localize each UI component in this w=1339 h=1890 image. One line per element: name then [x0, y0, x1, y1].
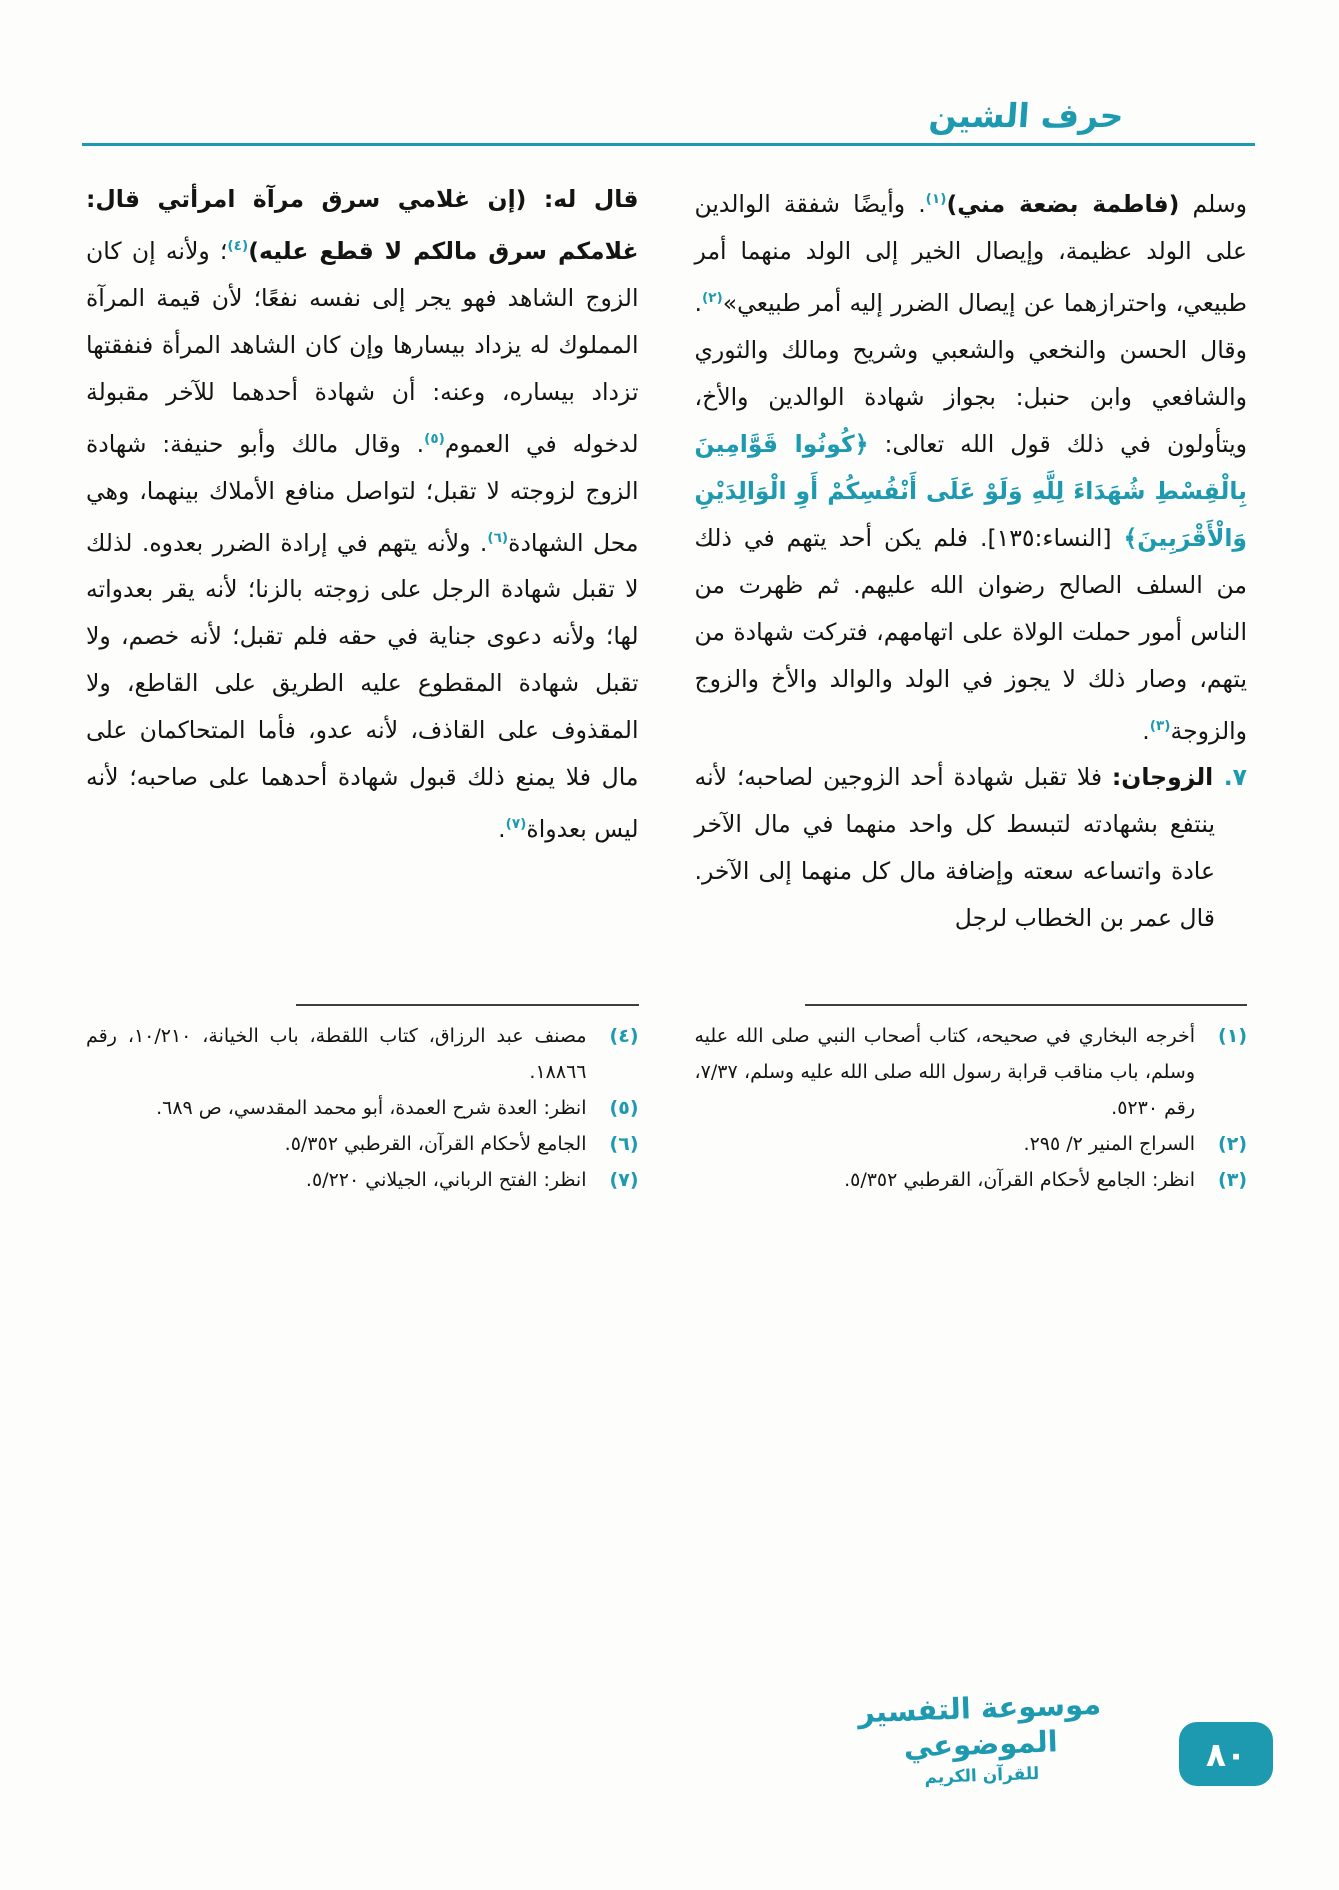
footnote-ref-5: (٥) — [424, 430, 445, 447]
page-number: ٨٠ — [1205, 1734, 1247, 1774]
footnote-ref-7: (٧) — [505, 816, 527, 833]
footnote-number: (٧) — [609, 1169, 639, 1192]
body-text: . ولأنه يتهم في إرادة الضرر بعدوه. لذلك لا تقبل شهادة الرجل على زوجته بالزنا؛ لأنه يقر بعدواته لها؛ ولأنه دعوى جناية في حقه فلم تقبل؛ لأنه خصم، ولا تقبل شهادة المقطوع عليه الطريق على القاطع، ولا المقذوف على القاذف، لأنه عدو، فأما المتحاكمان على مال فلا يمنع ذلك قبول شهادة أحدهما على صاحبه؛ لأنه ليس بعدواة — [86, 528, 639, 844]
footnote-number: (٣) — [1218, 1169, 1247, 1192]
footnote-1 — [695, 1018, 1248, 1126]
footnote-text: الجامع لأحكام القرآن، القرطبي ٥/٣٥٢. — [284, 1133, 587, 1156]
body-text: . وأيضًا شفقة الوالدين على الولد عظيمة، وإيصال الخير إلى الولد منهما أمر طبيعي، واحترازهما عن إيصال الضرر إليه أمر طبيعي» — [694, 189, 1247, 317]
quran-verse: ﴿كُونُوا قَوَّامِينَ بِالْقِسْطِ شُهَدَاءَ لِلَّهِ وَلَوْ عَلَى أَنْفُسِكُمْ أَوِ الْوَالِدَيْنِ وَالْأَقْرَبِينَ﴾ — [694, 429, 1248, 552]
body-text: ؛ ولأنه إن كان الزوج الشاهد فهو يجر إلى نفسه نفعًا؛ لأن قيمة المرآة المملوك له يزداد بيسارها وإن كان الشاهد المرأة فنفقتها تزداد بيساره، وعنه: أن شهادة أحدهما للآخر مقبولة لدخوله في العموم — [86, 236, 639, 458]
hadith-quote: (فاطمة بضعة مني) — [946, 189, 1180, 218]
footnote-3 — [695, 1162, 1248, 1198]
footnote-text: مصنف عبد الرزاق، كتاب اللقطة، باب الخيانة، ١٠/٢١٠، رقم ١٨٨٦٦. — [86, 1025, 587, 1084]
footnote-separator — [296, 1004, 639, 1006]
paragraph-item-7 — [695, 754, 1248, 942]
body-text: . — [1142, 716, 1150, 745]
footnote-ref-4: (٤) — [227, 238, 249, 254]
publisher-logo — [856, 1686, 1104, 1791]
footnote-ref-1: (١) — [925, 191, 947, 207]
footnote-text: انظر: الفتح الرباني، الجيلاني ٥/٢٢٠. — [305, 1169, 587, 1192]
paragraph-continuation — [695, 176, 1248, 754]
footnote-number: (٤) — [609, 1025, 639, 1048]
footnote-7 — [86, 1162, 639, 1198]
footnote-number: (٥) — [609, 1097, 639, 1120]
footnote-number: (٦) — [609, 1133, 639, 1156]
footnote-ref-6: (٦) — [487, 529, 509, 546]
paragraph-continuation — [86, 176, 639, 853]
athar-quote: قال له: (إن غلامي سرق مرآة امرأتي قال: غلامكم سرق مالكم لا قطع عليه) — [86, 185, 639, 265]
item-number: ٧. — [1223, 763, 1247, 792]
chapter-title: حرف الشين — [928, 96, 1126, 135]
footnote-text: انظر: الجامع لأحكام القرآن، القرطبي ٥/٣٥٢. — [844, 1169, 1195, 1192]
footnote-text: السراج المنير ٢/ ٢٩٥. — [1023, 1133, 1195, 1156]
footnotes-section — [0, 1004, 1339, 1198]
footnote-4 — [86, 1018, 639, 1090]
footnotes-column-right — [695, 1004, 1248, 1198]
body-text: [النساء:١٣٥]. فلم يكن أحد يتهم في ذلك من السلف الصالح رضوان الله عليهم. ثم ظهرت من الناس أمور حملت الولاة على اتهامهم، فتركت شهادة من يتهم، وصار ذلك لا يجوز في الولد والوالد والأخ والزوج والزوجة — [694, 523, 1247, 745]
text-column-left — [86, 176, 639, 853]
body-text: . وقال مالك وأبو حنيفة: شهادة الزوج لزوجته لا تقبل؛ لتواصل منافع الأملاك بينهما، وهي محل الشهادة — [86, 429, 639, 557]
footnote-6 — [86, 1126, 639, 1162]
footnote-number: (٢) — [1218, 1133, 1247, 1156]
page-number-badge — [1179, 1722, 1273, 1786]
footnote-5 — [86, 1090, 639, 1126]
body-columns — [0, 146, 1339, 942]
footnote-number: (١) — [1218, 1025, 1247, 1048]
body-text: وسلم — [1179, 189, 1247, 218]
body-text: فلا تقبل شهادة أحد الزوجين لصاحبه؛ لأنه ينتفع بشهادته لتبسط كل واحد منهما في مال الآخر عادة واتساعه سعته وإضافة مال كل منهما إلى الآخر. قال عمر بن الخطاب لرجل — [694, 763, 1215, 933]
footnote-text: أخرجه البخاري في صحيحه، كتاب أصحاب النبي صلى الله عليه وسلم، باب مناقب قرابة رسول الله صلى الله عليه وسلم، ٧/٣٧، رقم ٥٢٣٠. — [694, 1025, 1195, 1120]
footnote-text: انظر: العدة شرح العمدة، أبو محمد المقدسي، ص ٦٨٩. — [156, 1097, 587, 1120]
footnote-separator — [805, 1004, 1247, 1006]
footnotes-column-left — [86, 1004, 639, 1198]
item-title: الزوجان: — [1111, 763, 1224, 792]
page-header — [0, 0, 1339, 135]
text-column-right — [695, 176, 1248, 942]
footnote-ref-3: (٣) — [1149, 717, 1171, 734]
publisher-logo-subtitle: للقرآن الكريم — [924, 1763, 1040, 1788]
footnote-ref-2: (٢) — [701, 289, 723, 306]
body-text: . — [498, 815, 506, 844]
body-text: . وقال الحسن والنخعي والشعبي وشريح ومالك والثوري والشافعي وابن حنبل: بجواز شهادة الوالدين والأخ، ويتأولون في ذلك قول الله تعالى: — [694, 288, 1247, 458]
publisher-logo-title: موسوعة التفسير الموضوعي — [857, 1686, 1102, 1764]
footnote-2 — [695, 1126, 1248, 1162]
